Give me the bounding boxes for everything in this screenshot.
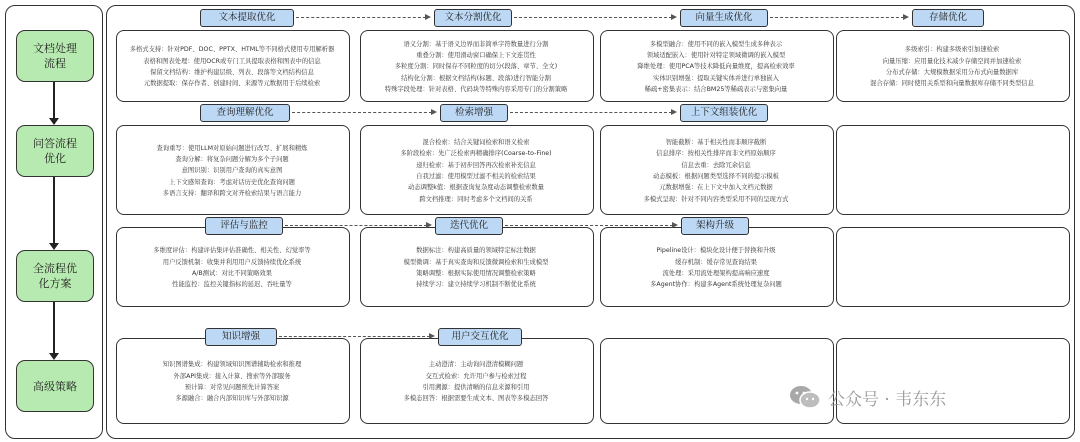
bullet-line: 查询分解：将复杂问题分解为多个子问题 — [175, 155, 289, 163]
box-content — [360, 245, 592, 291]
bullet-line: 多粒度分割：同时保存不同粒度的切分(段落、章节、全文) — [394, 63, 558, 71]
box-content — [360, 137, 592, 205]
bullet-line: 查询重写：使用LLM对原始问题进行改写、扩展和精炼 — [156, 144, 308, 152]
bullet-line: 重叠分割：使用滑动窗口确保上下文连贯性 — [416, 51, 536, 59]
section-title: 知识增强 — [205, 328, 277, 346]
stage-node-3: 全流程优 化方案 — [16, 250, 94, 302]
section-title: 查询理解优化 — [200, 104, 290, 122]
box-content — [116, 143, 348, 200]
bullet-line: 模型微调：基于真实查询和反馈微调检索和生成模型 — [403, 258, 549, 266]
bullet-line: 表格和图表处理：使用OCR或专门工具提取表格和图表中的信息 — [143, 57, 321, 65]
section-title: 检索增强 — [440, 104, 508, 122]
bullet-line: 外部API集成：接入计算、搜索等外部服务 — [173, 372, 291, 380]
wechat-icon — [788, 384, 822, 410]
bullet-line: 结构化分割：根据文档结构(标题、段落)进行智能分割 — [401, 74, 551, 82]
section-title: 用户交互优化 — [438, 328, 522, 346]
bullet-line: 性能监控：监控关键指标的延迟、吞吐量等 — [172, 281, 292, 289]
bullet-line: 混合检索：结合关键词检索和语义检索 — [422, 138, 530, 146]
section-title: 上下文组装优化 — [680, 104, 768, 122]
bullet-line: 元数据增强：在上下文中加入文档元数据 — [659, 184, 773, 192]
bullet-line: 语义分割：基于语义边界而非简单字符数量进行分割 — [403, 40, 549, 48]
bullet-line: 跨文档推理：同时考虑多个文档间的关系 — [419, 195, 533, 203]
stage-arrow — [53, 302, 55, 354]
bullet-line: 特殊字段处理：针对表格、代码块等特殊内容采用专门的分割策略 — [384, 86, 568, 94]
bullet-line: 预计算：对常见问题预先计算答案 — [184, 384, 280, 391]
bullet-line: 混合存储：同时使用关系型和向量数据库存储不同类型信息 — [870, 80, 1034, 88]
bullet-line: 多级索引：构建多级索引加速检索 — [904, 46, 1000, 54]
flow-connector — [505, 225, 673, 226]
empty-box — [600, 338, 834, 424]
bullet-line: 缓存机制：缓存常见查询结果 — [675, 258, 757, 266]
box-content — [360, 359, 592, 405]
empty-box — [836, 125, 1070, 215]
bullet-line: 上下文感知查询：考虑对话历史优化查询问题 — [169, 178, 295, 186]
bullet-line: 多Agent协作：构建多Agent系统处理复杂问题 — [650, 281, 782, 289]
bullet-line: A/B测试：对比不同策略效果 — [191, 270, 272, 277]
bullet-line: 知识图谱集成：构建领域知识图谱辅助检索和推理 — [162, 361, 302, 369]
bullet-line: 主动澄清：主动询问澄清模糊问题 — [428, 361, 524, 369]
box-content — [116, 44, 348, 90]
box-content — [600, 39, 832, 96]
box-content — [600, 245, 832, 291]
section-title: 架构升级 — [681, 217, 749, 235]
bullet-line: 策略调整：根据实际使用情况调整检索策略 — [416, 270, 536, 277]
bullet-line: 多模式呈现：针对不同内容类型采用不同的呈现方式 — [643, 195, 789, 203]
box-content — [836, 44, 1068, 90]
flow-connector — [296, 17, 426, 18]
flow-connector — [510, 112, 672, 113]
section-title: 文本提取优化 — [200, 9, 294, 27]
bullet-line: 多阶段检索：先广泛检索再精确排序(Coarse-to-Fine) — [400, 150, 552, 158]
bullet-line: 向量压缩：应用量化技术减少存储空间并加速检索 — [882, 57, 1022, 65]
box-content — [116, 245, 348, 291]
bullet-line: 多模型融合：使用不同的嵌入模型生成多种表示 — [649, 40, 783, 48]
bullet-line: 数据标注：构建高质量的领域特定标注数据 — [416, 247, 536, 255]
stage-node-4: 高级策略 — [16, 360, 94, 412]
bullet-line: 元数据提取：保存作者、创建时间、来源等元数据用于后续检索 — [143, 80, 321, 88]
bullet-line: 实体识别增强：提取关键实体并进行单独嵌入 — [653, 74, 779, 82]
bullet-line: 分布式存储：大规模数据采用分布式向量数据库 — [885, 69, 1019, 76]
section-title: 文本分割优化 — [434, 9, 512, 27]
stage-node-1: 文档处理 流程 — [16, 30, 94, 82]
bullet-line: 交互式检索：允许用户参与检索过程 — [425, 372, 527, 380]
flow-connector — [292, 112, 432, 113]
stage-node-2: 问答流程 优化 — [16, 125, 94, 177]
box-content — [116, 359, 348, 405]
flow-connector — [285, 225, 427, 226]
flow-connector — [770, 17, 904, 18]
watermark — [788, 384, 946, 410]
section-title: 向量生成优化 — [680, 9, 768, 27]
bullet-line: 动态模板：根据问题类型选择不同的提示模板 — [653, 173, 779, 181]
box-content — [600, 137, 832, 205]
bullet-line: 领域适配嵌入：使用针对特定领域微调的嵌入模型 — [646, 51, 786, 59]
bullet-line: 自我过滤：使用模型过滤不相关的检索结果 — [416, 173, 536, 181]
section-title: 存储优化 — [912, 9, 984, 27]
bullet-line: 意图识别：识别用户查询的真实意图 — [181, 167, 283, 175]
flow-connector — [279, 336, 430, 337]
bullet-line: 持续学习：建立持续学习机制不断优化系统 — [416, 281, 536, 289]
bullet-line: 动态调整k值：根据查询复杂度动态调整检索数量 — [408, 184, 544, 192]
section-title: 评估与监控 — [205, 217, 283, 235]
bullet-line: Pipeline设计：模块化设计便于替换和升级 — [656, 247, 776, 255]
bullet-line: 多源融合：融合内部知识库与外部知识源 — [175, 395, 289, 403]
flow-connector — [514, 17, 672, 18]
section-title: 迭代优化 — [435, 217, 503, 235]
watermark-text: 公众号 · 韦东东 — [828, 389, 947, 410]
stage-arrow — [53, 177, 55, 244]
bullet-line: 信息排序：按相关性排序而非文档原始顺序 — [656, 150, 776, 158]
bullet-line: 信息去重：去除冗余信息 — [681, 161, 751, 169]
bullet-line: 多格式支持：针对PDF、DOC、PPTX、HTML等不同格式使用专用解析器 — [129, 46, 335, 54]
bullet-line: 保留文档结构：维护构建层级、列表、段落等文档结构信息 — [150, 69, 314, 76]
bullet-line: 多维度评估：构建评估集评估准确性、相关性、幻觉率等 — [153, 247, 311, 255]
box-content — [360, 39, 592, 96]
bullet-line: 流处理：采用流处理架构提高响应速度 — [662, 270, 770, 277]
bullet-line: 稀疏+密集表示：结合BM25等稀疏表示与密集向量 — [644, 86, 788, 94]
bullet-line: 递归检索：基于初步回答再次检索补充信息 — [416, 161, 536, 169]
bullet-line: 多模态回答：根据需要生成文本、图表等多模态回答 — [403, 395, 549, 403]
bullet-line: 智能截断：基于相关性而非顺序截断 — [665, 138, 767, 146]
empty-box — [836, 338, 1070, 424]
stage-arrow — [53, 82, 55, 119]
bullet-line: 用户反馈机制：收集并利用用户反馈持续优化系统 — [162, 258, 302, 266]
bullet-line: 引用溯源：提供清晰的信息来源和引用 — [422, 384, 530, 391]
empty-box — [836, 227, 1070, 307]
bullet-line: 多语言支持：翻译和跨文对齐检索结果与语言能力 — [162, 190, 302, 198]
bullet-line: 降维处理：使用PCA等技术降低向量维度，提高检索效率 — [637, 63, 795, 71]
